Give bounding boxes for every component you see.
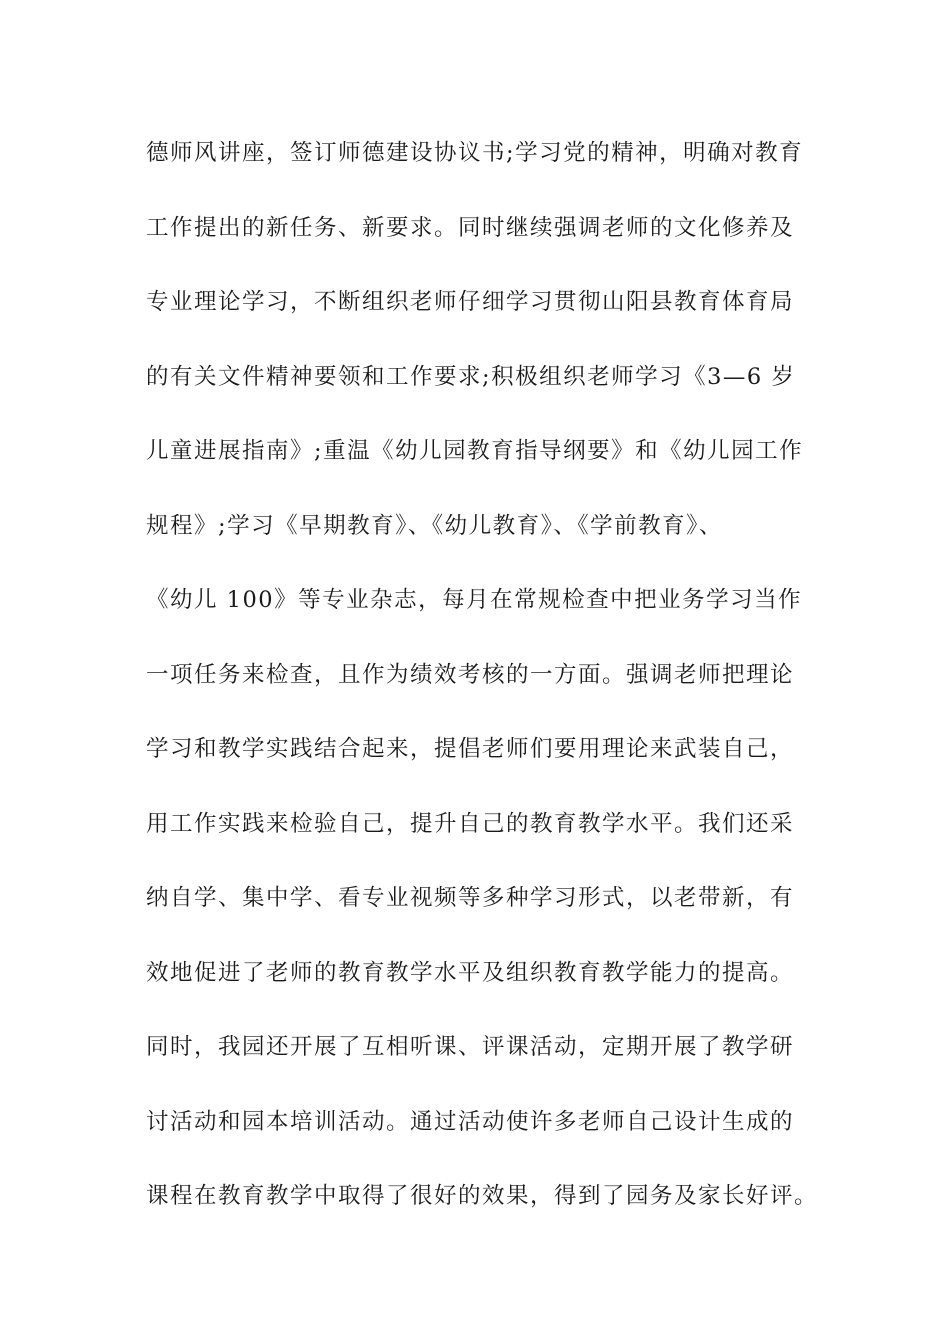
text-line: 的有关文件精神要领和工作要求;积极组织老师学习《3—6 岁 [146, 363, 796, 390]
body-text [146, 133, 846, 1251]
text-line: 专业理论学习，不断组织老师仔细学习贯彻山阳县教育体育局 [146, 289, 795, 315]
text-line: 讨活动和园本培训活动。通过活动使许多老师自己设计生成的 [146, 1108, 795, 1135]
text-line: 课程在教育教学中取得了很好的效果，得到了园务及家长好评。 [146, 1183, 819, 1209]
text-line: 一项任务来检查，且作为绩效考核的一方面。强调老师把理论 [146, 661, 795, 688]
text-line: 效地促进了老师的教育教学水平及组织教育教学能力的提高。 [146, 959, 795, 986]
text-line: 用工作实践来检验自己，提升自己的教育教学水平。我们还采 [146, 810, 795, 837]
text-line: 德师风讲座，签订师德建设协议书;学习党的精神，明确对教育 [146, 140, 804, 166]
text-line: 学习和教学实践结合起来，提倡老师们要用理论来武装自己， [146, 736, 795, 762]
text-line: 儿童进展指南》;重温《幼儿园教育指导纲要》和《幼儿园工作 [146, 438, 804, 464]
text-line: 同时，我园还开展了互相听课、评课活动，定期开展了教学研 [146, 1034, 795, 1060]
text-line: 纳自学、集中学、看专业视频等多种学习形式，以老带新，有 [146, 885, 795, 911]
text-line: 规程》;学习《早期教育》、《幼儿教育》、《学前教育》、 [146, 512, 723, 539]
text-line: 工作提出的新任务、新要求。同时继续强调老师的文化修养及 [146, 214, 795, 241]
text-line: 《幼儿 100》等专业杂志，每月在常规检查中把业务学习当作 [146, 587, 803, 613]
